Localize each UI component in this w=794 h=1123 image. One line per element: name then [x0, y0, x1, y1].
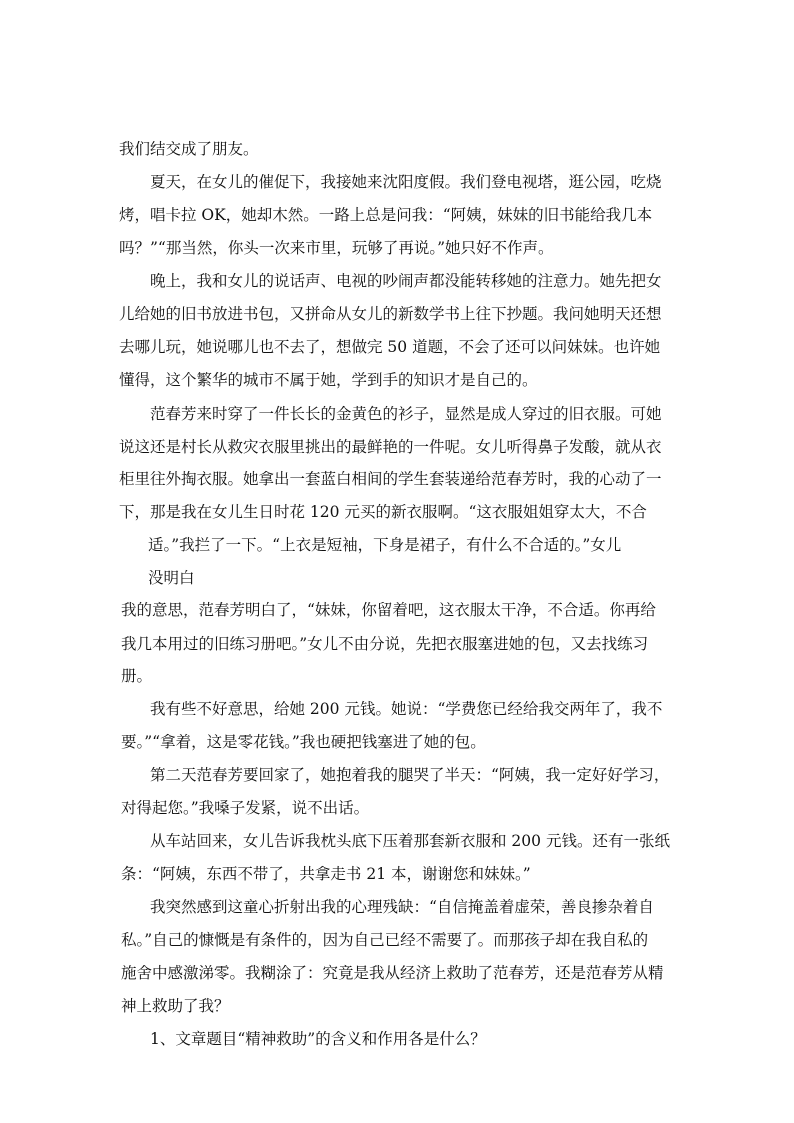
text-line: 我突然感到这童心折射出我的心理残缺：“自信掩盖着虚荣，善良掺杂着自	[150, 898, 654, 916]
text-line: 儿给她的旧书放进书包，又拼命从女儿的新数学书上往下抄题。我问她明天还想	[119, 305, 662, 323]
text-line: 柜里往外掏衣服。她拿出一套蓝白相间的学生套装递给范春芳时，我的心动了一	[119, 470, 662, 488]
text-line: 去哪儿玩，她说哪儿也不去了，想做完 50 道题，不会了还可以问妹妹。也许她	[119, 338, 661, 356]
text-line: 我几本用过的旧练习册吧。”女儿不由分说，先把衣服塞进她的包，又去找练习	[121, 635, 649, 653]
text-line: 范春芳来时穿了一件长长的金黄色的衫子，显然是成人穿过的旧衣服。可她	[150, 405, 662, 423]
question-line: 1、文章题目“精神救助”的含义和作用各是什么？	[150, 1030, 486, 1048]
text-line: 适。”我拦了一下。“上衣是短袖，下身是裙子，有什么不合适的。”女儿	[148, 536, 622, 554]
text-line: 要。”“拿着，这是零花钱。”我也硬把钱塞进了她的包。	[121, 733, 486, 751]
text-line: 从车站回来，女儿告诉我枕头底下压着那套新衣服和 200 元钱。还有一张纸	[150, 832, 670, 850]
text-line: 第二天范春芳要回家了，她抱着我的腿哭了半天：“阿姨，我一定好好学习，	[150, 766, 670, 784]
text-line: 说这还是村长从救灾衣服里挑出的最鲜艳的一件呢。女儿听得鼻子发酸，就从衣	[119, 438, 662, 456]
text-line: 条：“阿姨，东西不带了，共拿走书 21 本，谢谢您和妹妹。”	[121, 865, 531, 883]
text-line: 册。	[121, 667, 153, 685]
text-line: 没明白	[148, 569, 195, 587]
text-line: 对得起您。”我嗓子发紧，说不出话。	[121, 799, 370, 817]
text-line: 私。”自己的慷慨是有条件的，因为自己已经不需要了。而那孩子却在我自私的	[121, 931, 649, 949]
text-line: 我的意思，范春芳明白了，“妹妹，你留着吧，这衣服太干净，不合适。你再给	[121, 601, 656, 619]
text-line: 我们结交成了朋友。	[119, 140, 259, 158]
text-line: 夏天，在女儿的催促下，我接她来沈阳度假。我们登电视塔，逛公园，吃烧	[150, 173, 662, 191]
text-line: 下，那是我在女儿生日时花 120 元买的新衣服啊。“这衣服姐姐穿太大，不合	[119, 503, 647, 521]
text-line: 晚上，我和女儿的说话声、电视的吵闹声都没能转移她的注意力。她先把女	[150, 272, 662, 290]
text-line: 吗？”“那当然，你头一次来市里，玩够了再说。”她只好不作声。	[119, 239, 554, 257]
text-line: 施舍中感激涕零。我糊涂了：究竟是我从经济上救助了范春芳，还是范春芳从精	[121, 964, 664, 982]
text-line: 懂得，这个繁华的城市不属于她，学到手的知识才是自己的。	[119, 371, 538, 389]
text-line: 我有些不好意思，给她 200 元钱。她说：“学费您已经给我交两年了，我不	[150, 700, 663, 718]
text-line: 神上救助了我？	[121, 997, 230, 1015]
text-line: 烤，唱卡拉 OK，她却木然。一路上总是问我：“阿姨，妹妹的旧书能给我几本	[119, 206, 653, 224]
